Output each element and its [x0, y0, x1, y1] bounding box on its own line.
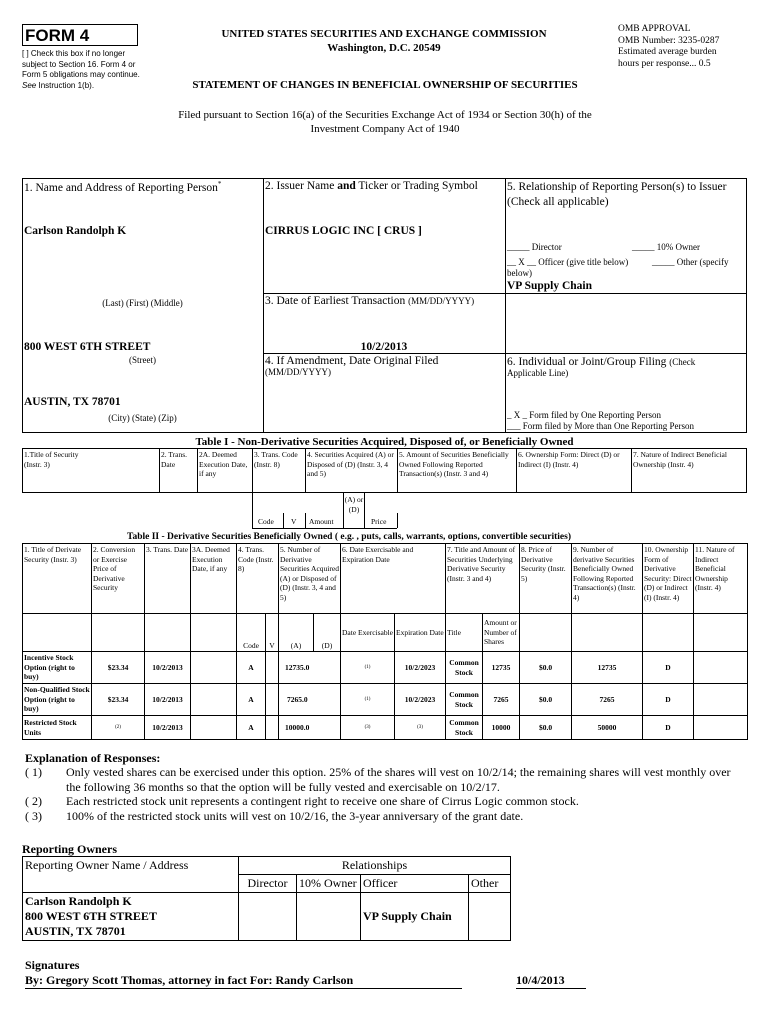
- t1-col1: 1.Title of Security (Instr. 3): [24, 450, 79, 469]
- t2-price: (2): [92, 716, 145, 740]
- t2-underlying-title: Common Stock: [446, 716, 483, 740]
- t2-v: [266, 684, 279, 716]
- signature-by: By: Gregory Scott Thomas, attorney in fact For: Randy Carlson: [25, 973, 462, 989]
- t1-col2: 2. Trans. Date: [161, 450, 188, 469]
- t2-sub-expiration: Expiration Date: [395, 614, 446, 652]
- one-person-option: _ X _ Form filed by One Reporting Person: [507, 410, 661, 420]
- t2-security-title: Restricted Stock Units: [23, 716, 92, 740]
- t2-sub-v: V: [266, 614, 279, 652]
- t2-nature: [694, 684, 748, 716]
- t2-price: $23.34: [92, 652, 145, 684]
- t1-col5: 5. Amount of Securities Beneficially Owned Following Reported Transaction(s) (Instr. 3 and 4): [399, 450, 509, 478]
- t2-expiration: 10/2/2023: [395, 652, 446, 684]
- checkbox-note: [ ] Check this box if no longer subject to Section 16. Form 4 or Form 5 obligations may continue. See Instruction 1(b).: [22, 49, 140, 90]
- other-option: _____ Other (specify: [652, 257, 729, 267]
- t2-h3: 3. Trans. Date: [145, 544, 191, 614]
- t2-security-title: Non-Qualified Stock Option (right to buy): [23, 684, 92, 716]
- signature-date: 10/4/2013: [516, 973, 586, 989]
- reporting-owners-table: [22, 856, 511, 941]
- t2-date: 10/2/2013: [145, 684, 191, 716]
- box6-label: 6. Individual or Joint/Group Filing (Check Applicable Line): [507, 356, 696, 378]
- explanation-list: [25, 765, 745, 823]
- agency-name: UNITED STATES SECURITIES AND EXCHANGE COMMISSION: [221, 28, 547, 40]
- t2-underlying-title: Common Stock: [446, 684, 483, 716]
- reporting-person-street: 800 WEST 6TH STREET: [24, 341, 151, 353]
- box4-label: 4. If Amendment, Date Original Filed (MM/DD/YYYY): [265, 355, 439, 377]
- t1-col4: 4. Securities Acquired (A) or Disposed of (D) (Instr. 3, 4 and 5): [307, 450, 394, 478]
- list-item: ( 3) 100% of the restricted stock units will vest on 10/2/16, the 3-year anniversary of the grant date.: [25, 808, 524, 823]
- ro-other: Other: [469, 875, 511, 893]
- director-option: _____ Director: [507, 242, 562, 252]
- officer-option: __ X __ Officer (give title below): [507, 257, 629, 267]
- ro-owner-officer: VP Supply Chain: [361, 893, 469, 941]
- statement-title: STATEMENT OF CHANGES IN BENEFICIAL OWNERSHIP OF SECURITIES: [192, 79, 578, 91]
- t2-form: D: [643, 684, 694, 716]
- name-caption: (Last) (First) (Middle): [102, 298, 183, 308]
- t2-h4: 4. Trans. Code (Instr. 8): [237, 544, 279, 614]
- t1-col7: 7. Nature of Indirect Beneficial Ownership (Instr. 4): [633, 450, 727, 469]
- derivative-table: [22, 543, 748, 740]
- t2-h11: 11. Nature of Indirect Beneficial Ownership (Instr. 4): [694, 544, 748, 614]
- t2-nature: [694, 652, 748, 684]
- t2-subheader-row: [23, 614, 748, 652]
- t2-h5: 5. Number of Derivative Securities Acquired (A) or Disposed of (D) (Instr. 3, 4 and 5): [279, 544, 341, 614]
- box1-label: 1. Name and Address of Reporting Person*: [24, 180, 222, 194]
- t2-h3a: 3A. Deemed Execution Date, if any: [191, 544, 237, 614]
- t2-header-row: [23, 544, 748, 614]
- box5-label: 5. Relationship of Reporting Person(s) to Issuer (Check all applicable): [507, 181, 727, 208]
- t2-security-title: Incentive Stock Option (right to buy): [23, 652, 92, 684]
- t2-code: A: [237, 684, 266, 716]
- ro-owner: Carlson Randolph K 800 WEST 6TH STREET AUSTIN, TX 78701: [23, 893, 239, 941]
- t2-v: [266, 716, 279, 740]
- t2-price: $23.34: [92, 684, 145, 716]
- t2-code: A: [237, 716, 266, 740]
- box2-label: 2. Issuer Name and Ticker or Trading Symbol: [265, 180, 478, 192]
- t1-sub-price: Price: [371, 517, 387, 526]
- group-option: ___ Form filed by More than One Reporting Person: [507, 421, 694, 431]
- t2-amount: 7265.0: [279, 684, 341, 716]
- t2-expiration: 10/2/2023: [395, 684, 446, 716]
- t2-form: D: [643, 716, 694, 740]
- table1-title: Table I - Non-Derivative Securities Acquired, Disposed of, or Beneficially Owned: [195, 436, 574, 448]
- ro-officer: Officer: [361, 875, 469, 893]
- t2-deemed: [191, 684, 237, 716]
- table-row: [23, 652, 748, 684]
- form-title-box: [22, 24, 138, 46]
- t2-derivative-price: $0.0: [520, 652, 572, 684]
- t2-sub-title: Title: [446, 614, 483, 652]
- reporting-person-name: Carlson Randolph K: [24, 225, 127, 237]
- t2-h10: 10. Ownership Form of Derivative Security: Direct (D) or Indirect (I) (Instr. 4): [643, 544, 694, 614]
- t2-owned: 50000: [572, 716, 643, 740]
- city-caption: (City) (State) (Zip): [108, 413, 177, 423]
- t2-derivative-price: $0.0: [520, 716, 572, 740]
- t2-h2: 2. Conversion or Exercise Price of Derivative Security: [92, 544, 145, 614]
- table-row: [23, 893, 511, 941]
- ro-col-name: Reporting Owner Name / Address: [23, 857, 239, 893]
- issuer-name: CIRRUS LOGIC INC [ CRUS ]: [265, 225, 422, 237]
- t2-date: 10/2/2013: [145, 652, 191, 684]
- street-caption: (Street): [129, 355, 156, 365]
- reporting-person-city: AUSTIN, TX 78701: [24, 396, 121, 408]
- t2-v: [266, 652, 279, 684]
- t2-date: 10/2/2013: [145, 716, 191, 740]
- ro-col-rel: Relationships: [239, 857, 511, 875]
- t2-sub-amount: Amount or Number of Shares: [483, 614, 520, 652]
- ten-pct-owner-option: _____ 10% Owner: [632, 242, 700, 252]
- t2-underlying-amount: 10000: [483, 716, 520, 740]
- omb-approval: OMB APPROVAL OMB Number: 3235-0287 Estimated average burden hours per response... 0.5: [618, 24, 720, 69]
- t2-nature: [694, 716, 748, 740]
- table-row: [23, 684, 748, 716]
- table2-title: Table II - Derivative Securities Beneficially Owned ( e.g. , puts, calls, warrants, options, convertible securities): [127, 532, 571, 542]
- t2-amount: 10000.0: [279, 716, 341, 740]
- t2-derivative-price: $0.0: [520, 684, 572, 716]
- list-item: ( 1) Only vested shares can be exercised under this option. 25% of the shares will vest on 10/2/14; the remaining shares will vest monthly over the following 36 months so that the option will be fully vested and exercisable on 10/2/17.: [25, 765, 731, 794]
- t2-h8: 8. Price of Derivative Security (Instr. 5): [520, 544, 572, 614]
- box3-label: 3. Date of Earliest Transaction (MM/DD/YYYY): [265, 295, 475, 307]
- t1-sub-v: V: [291, 517, 297, 526]
- t2-sub-code: Code: [237, 614, 266, 652]
- t2-h9: 9. Number of derivative Securities Beneficially Owned Following Reported Transaction(s) (Instr. 4): [572, 544, 643, 614]
- t2-h7: 7. Title and Amount of Securities Underlying Derivative Security (Instr. 3 and 4): [446, 544, 520, 614]
- t2-underlying-title: Common Stock: [446, 652, 483, 684]
- ro-director: Director: [239, 875, 297, 893]
- t2-expiration: (3): [395, 716, 446, 740]
- filed-pursuant: Filed pursuant to Section 16(a) of the Securities Exchange Act of 1934 or Section 30(h) of the Investment Company Act of 1940: [178, 109, 592, 135]
- form-title: FORM 4: [25, 26, 90, 45]
- officer-title: VP Supply Chain: [507, 280, 593, 292]
- t2-owned: 7265: [572, 684, 643, 716]
- t2-sub-d: (D): [314, 614, 341, 652]
- table-row: [23, 716, 748, 740]
- t2-sub-exercisable: Date Exercisable: [341, 614, 395, 652]
- t2-form: D: [643, 652, 694, 684]
- list-item: ( 2) Each restricted stock unit represents a contingent right to receive one share of Cirrus Logic common stock.: [25, 794, 579, 808]
- t2-code: A: [237, 652, 266, 684]
- signatures-title: Signatures: [25, 958, 80, 972]
- t2-underlying-amount: 12735: [483, 652, 520, 684]
- t2-deemed: [191, 716, 237, 740]
- t2-h1: 1. Title of Derivate Security (Instr. 3): [23, 544, 92, 614]
- earliest-transaction-date: 10/2/2013: [360, 341, 408, 353]
- t2-sub-a: (A): [279, 614, 314, 652]
- t2-exercisable: (3): [341, 716, 395, 740]
- other-option-cont: below): [507, 268, 532, 278]
- reporting-owners-title: Reporting Owners: [22, 842, 117, 856]
- t1-col6: 6. Ownership Form: Direct (D) or Indirect (I) (Instr. 4): [518, 450, 620, 469]
- t2-amount: 12735.0: [279, 652, 341, 684]
- agency-city: Washington, D.C. 20549: [327, 42, 441, 54]
- t2-exercisable: (1): [341, 684, 395, 716]
- t1-sub-amount: Amount: [309, 517, 334, 526]
- ro-ten-pct: 10% Owner: [297, 875, 361, 893]
- explanation-title: Explanation of Responses:: [25, 751, 161, 765]
- t2-deemed: [191, 652, 237, 684]
- t1-col2a: 2A. Deemed Execution Date, if any: [199, 450, 248, 478]
- t2-h6: 6. Date Exercisable and Expiration Date: [341, 544, 446, 614]
- t2-owned: 12735: [572, 652, 643, 684]
- t2-exercisable: (1): [341, 652, 395, 684]
- t2-underlying-amount: 7265: [483, 684, 520, 716]
- t1-col3: 3. Trans. Code (Instr. 8): [254, 450, 298, 469]
- t1-sub-code: Code: [258, 517, 274, 526]
- t1-sub-ad: (A) or (D): [344, 495, 364, 514]
